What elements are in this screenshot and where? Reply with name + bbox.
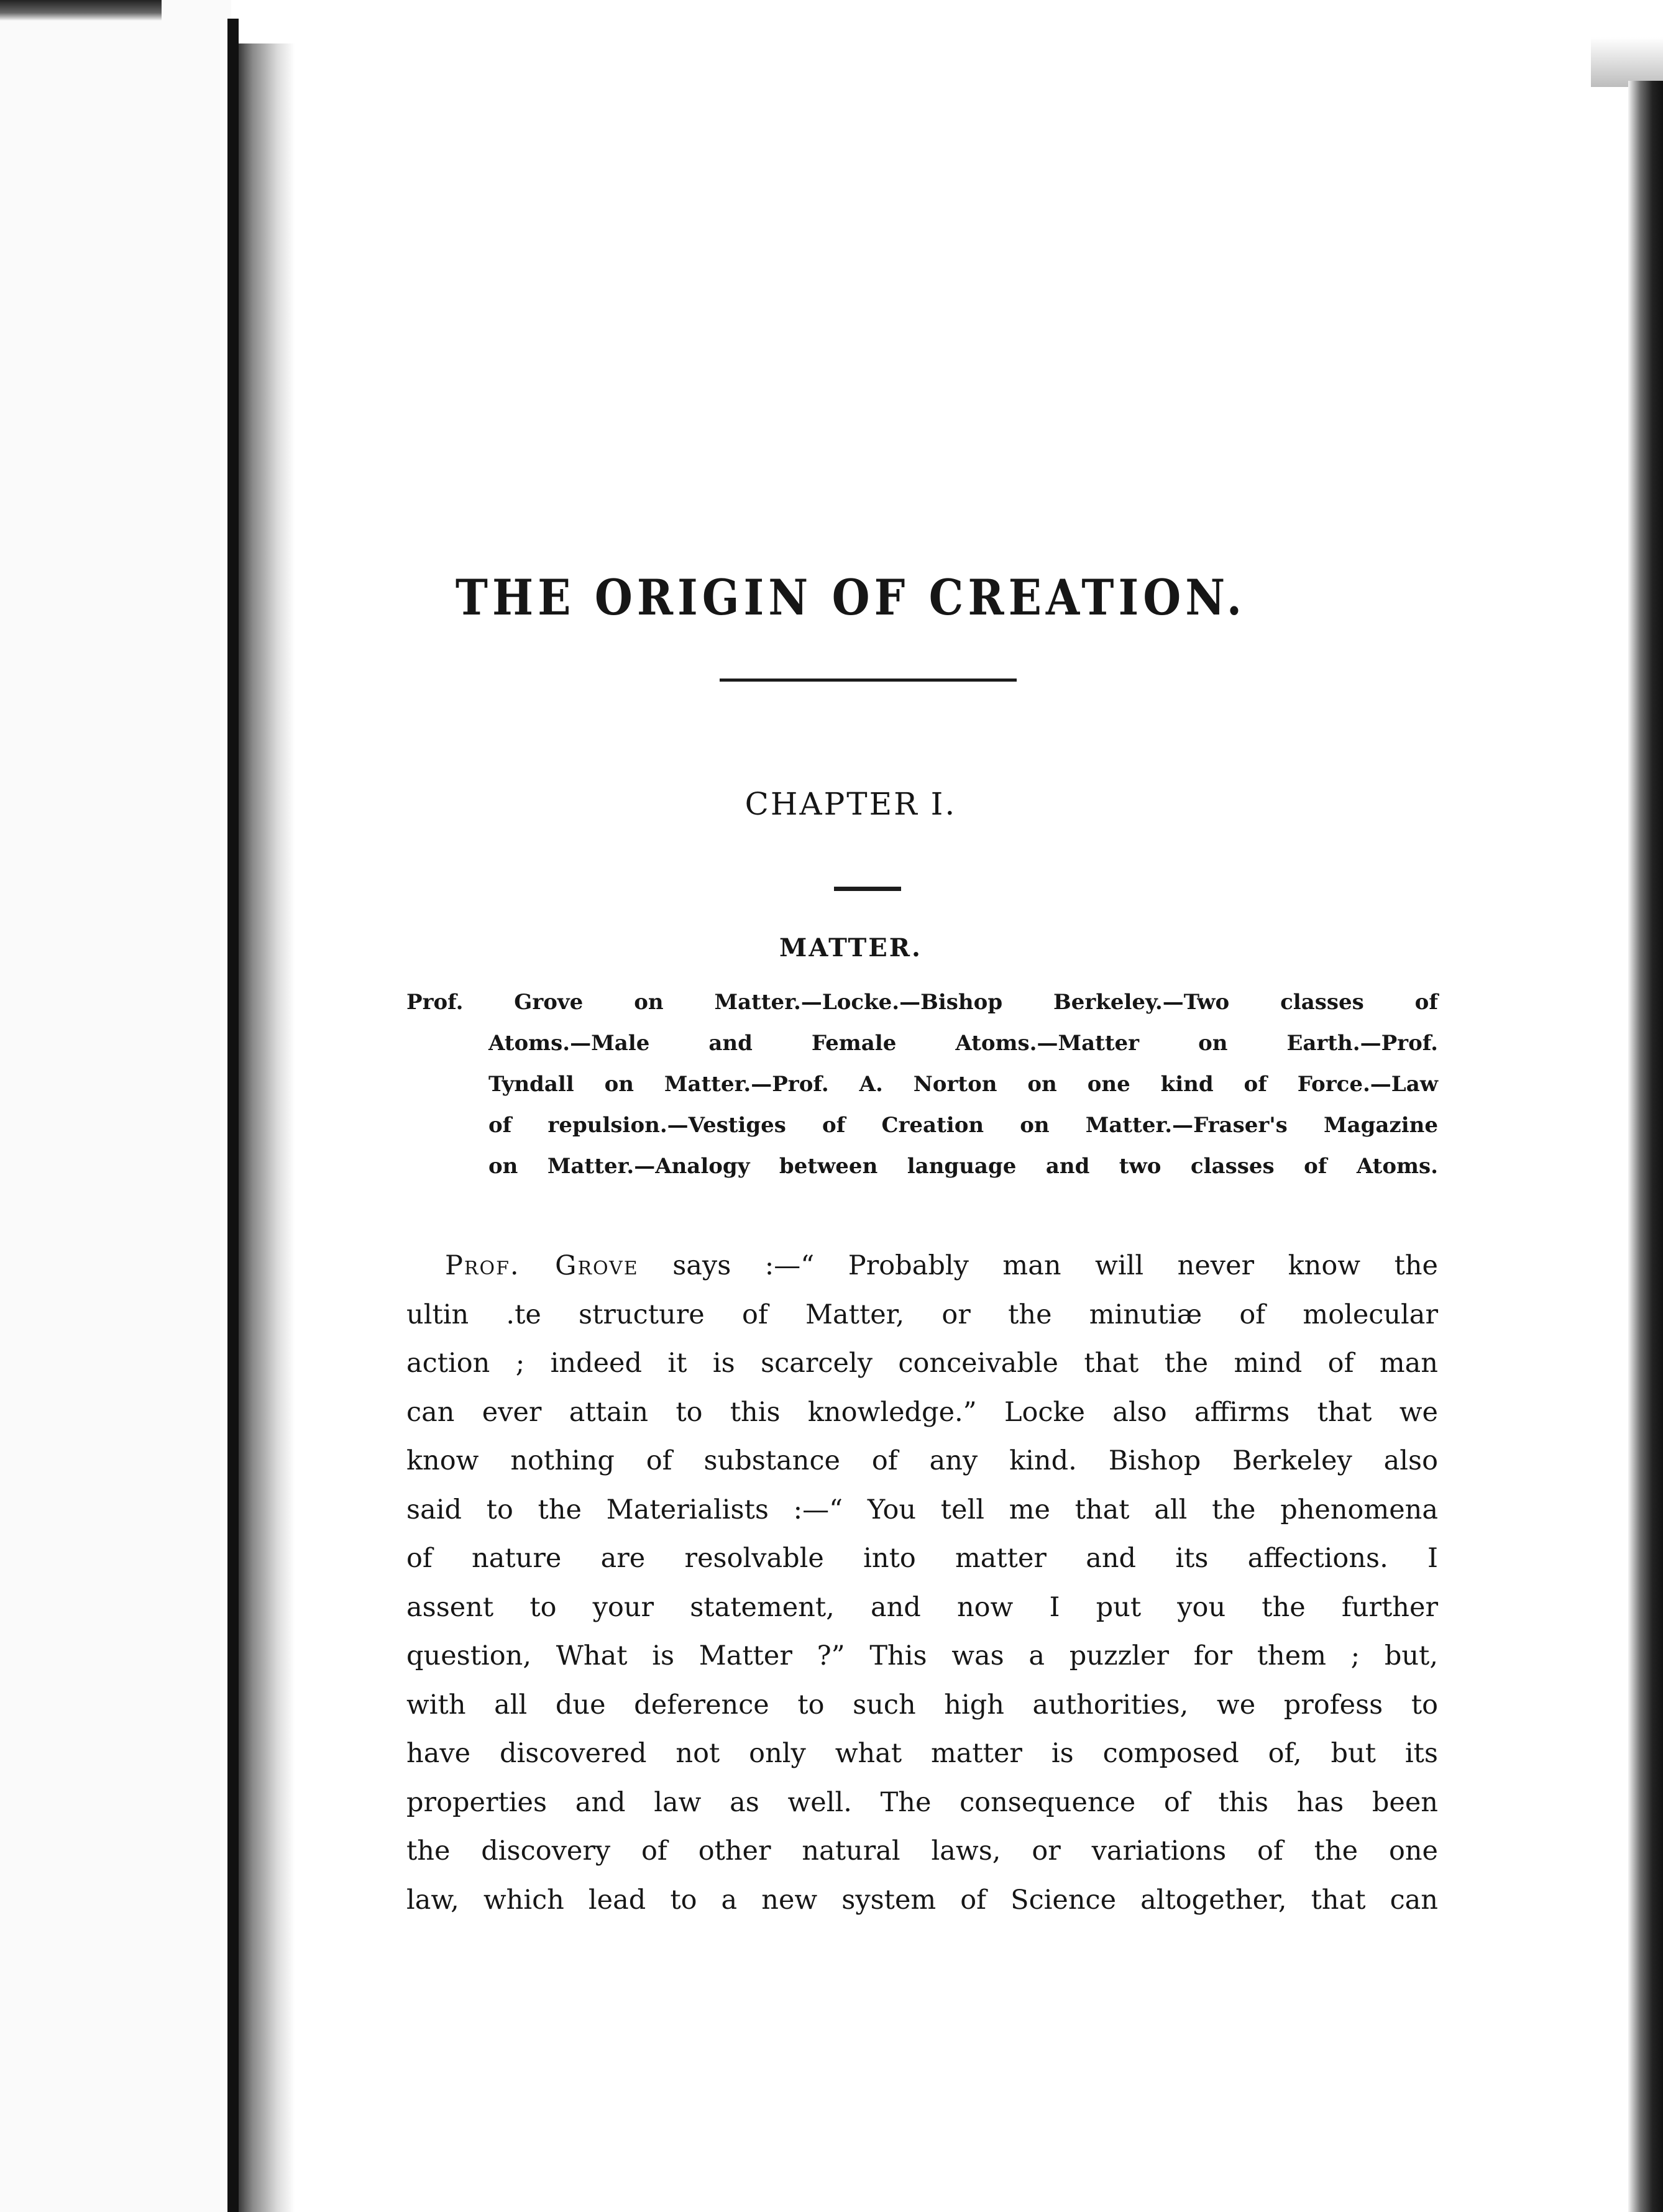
section-heading: MATTER. — [779, 933, 922, 962]
left-facing-page — [0, 0, 231, 2212]
synopsis-line: of repulsion.—Vestiges of Creation on Matter.—Fraser's Magazine — [488, 1113, 1438, 1138]
body-line-first-text: says :—“ Probably man will never know the — [638, 1250, 1438, 1281]
body-line-first — [406, 1241, 1438, 1291]
body-line: action ; indeed it is scarcely conceivable that the mind of man — [406, 1348, 1438, 1379]
chapter-synopsis — [406, 982, 1438, 1187]
synopsis-line: on Matter.—Analogy between language and two classes of Atoms. — [488, 1154, 1438, 1179]
body-line: can ever attain to this knowledge.” Locke also affirms that we — [406, 1396, 1438, 1428]
body-line: have discovered not only what matter is composed of, but its — [406, 1738, 1438, 1769]
left-page-edge — [227, 19, 239, 2212]
body-paragraph — [406, 1241, 1438, 1924]
body-line: know nothing of substance of any kind. Bishop Berkeley also — [406, 1445, 1438, 1476]
right-page-edge — [1628, 81, 1663, 2212]
lead-name: Prof. Grove — [445, 1250, 639, 1281]
book-top-edge-shadow — [0, 0, 162, 21]
body-line: with all due deference to such high authorities, we profess to — [406, 1689, 1438, 1721]
synopsis-line: Atoms.—Male and Female Atoms.—Matter on Earth.—Prof. — [488, 1031, 1438, 1056]
body-line: the discovery of other natural laws, or variations of the one — [406, 1835, 1438, 1867]
synopsis-line: Prof. Grove on Matter.—Locke.—Bishop Berkeley.—Two classes of — [406, 990, 1438, 1015]
body-line: law, which lead to a new system of Science altogether, that can — [406, 1884, 1438, 1916]
body-line: ultin .te structure of Matter, or the minutiæ of molecular — [406, 1299, 1438, 1330]
body-line: properties and law as well. The consequence of this has been — [406, 1786, 1438, 1818]
title-rule — [720, 679, 1017, 682]
gutter-shadow — [239, 43, 295, 2212]
chapter-heading: CHAPTER I. — [744, 786, 957, 822]
body-line: question, What is Matter ?” This was a puzzler for them ; but, — [406, 1640, 1438, 1671]
book-page — [295, 37, 1624, 2212]
book-title: THE ORIGIN OF CREATION. — [455, 569, 1247, 626]
chapter-rule — [834, 887, 901, 891]
body-line: said to the Materialists :—“ You tell me that all the phenomena — [406, 1494, 1438, 1525]
body-line: of nature are resolvable into matter and its affections. I — [406, 1543, 1438, 1574]
body-line: assent to your statement, and now I put you the further — [406, 1591, 1438, 1623]
synopsis-line: Tyndall on Matter.—Prof. A. Norton on one kind of Force.—Law — [488, 1072, 1438, 1097]
